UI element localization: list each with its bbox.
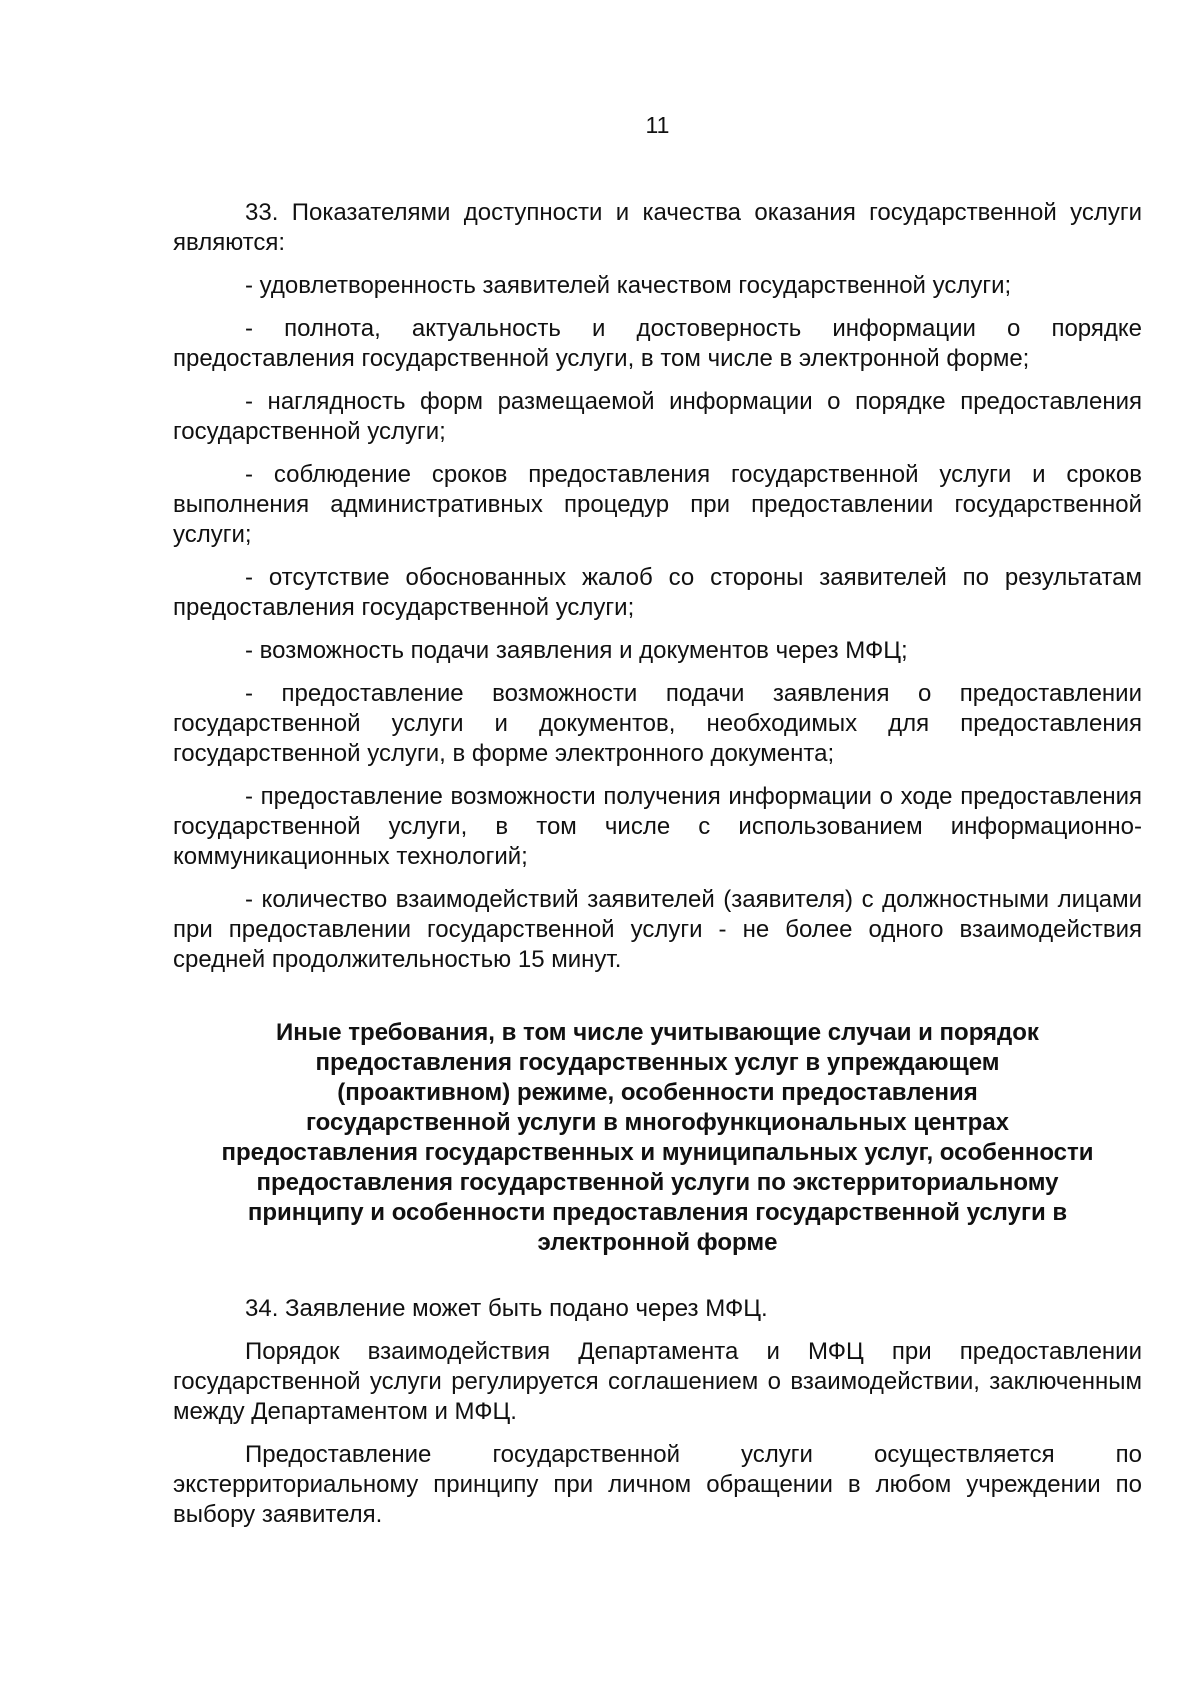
heading-line: государственной услуги в многофункциональных центрах <box>305 1109 1010 1136</box>
paragraph-33-intro: 33. Показателями доступности и качества оказания государственной услуги являются: <box>173 199 1142 256</box>
document-page <box>173 0 1142 1697</box>
heading-line: предоставления государственных и муниципальных услуг, особенности <box>221 1139 1094 1166</box>
heading-line: предоставления государственных услуг в упреждающем <box>315 1049 1000 1076</box>
list-item: - предоставление возможности получения информации о ходе предоставления государственной услуги, в том числе с использованием информационно-коммуникационных технологий; <box>173 783 1142 870</box>
list-item: - удовлетворенность заявителей качеством государственной услуги; <box>245 272 1012 299</box>
section-heading <box>173 1018 1142 1258</box>
list-item: - соблюдение сроков предоставления государственной услуги и сроков выполнения административных процедур при предоставлении государственной услуги; <box>173 461 1142 548</box>
heading-line: Иные требования, в том числе учитывающие случаи и порядок <box>276 1019 1039 1046</box>
list-item: - возможность подачи заявления и документов через МФЦ; <box>245 637 908 664</box>
heading-line: (проактивном) режиме, особенности предоставления <box>337 1079 978 1106</box>
page-number: 11 <box>645 112 670 138</box>
heading-line: электронной форме <box>537 1229 778 1256</box>
heading-line: принципу и особенности предоставления государственной услуги в <box>247 1199 1068 1226</box>
list-item: - полнота, актуальность и достоверность информации о порядке предоставления государственной услуги, в том числе в электронной форме; <box>173 315 1142 372</box>
document-body <box>173 198 1142 1543</box>
list-item: - отсутствие обоснованных жалоб со стороны заявителей по результатам предоставления государственной услуги; <box>173 564 1142 621</box>
paragraph: Порядок взаимодействия Департамента и МФЦ при предоставлении государственной услуги регулируется соглашением о взаимодействии, заключенным между Департаментом и МФЦ. <box>173 1338 1142 1425</box>
list-item: - наглядность форм размещаемой информации о порядке предоставления государственной услуги; <box>173 388 1142 445</box>
list-item: - предоставление возможности подачи заявления о предоставлении государственной услуги и документов, необходимых для предоставления государственной услуги, в форме электронного документа; <box>173 680 1142 767</box>
paragraph-34: 34. Заявление может быть подано через МФЦ. <box>245 1295 768 1322</box>
heading-line: предоставления государственной услуги по экстерриториальному <box>256 1169 1059 1196</box>
list-item: - количество взаимодействий заявителей (заявителя) с должностными лицами при предоставлении государственной услуги - не более одного взаимодействия средней продолжительностью 15 минут. <box>173 886 1142 973</box>
paragraph: Предоставление государственной услуги осуществляется по экстерриториальному принципу при личном обращении в любом учреждении по выбору заявителя. <box>173 1441 1142 1528</box>
